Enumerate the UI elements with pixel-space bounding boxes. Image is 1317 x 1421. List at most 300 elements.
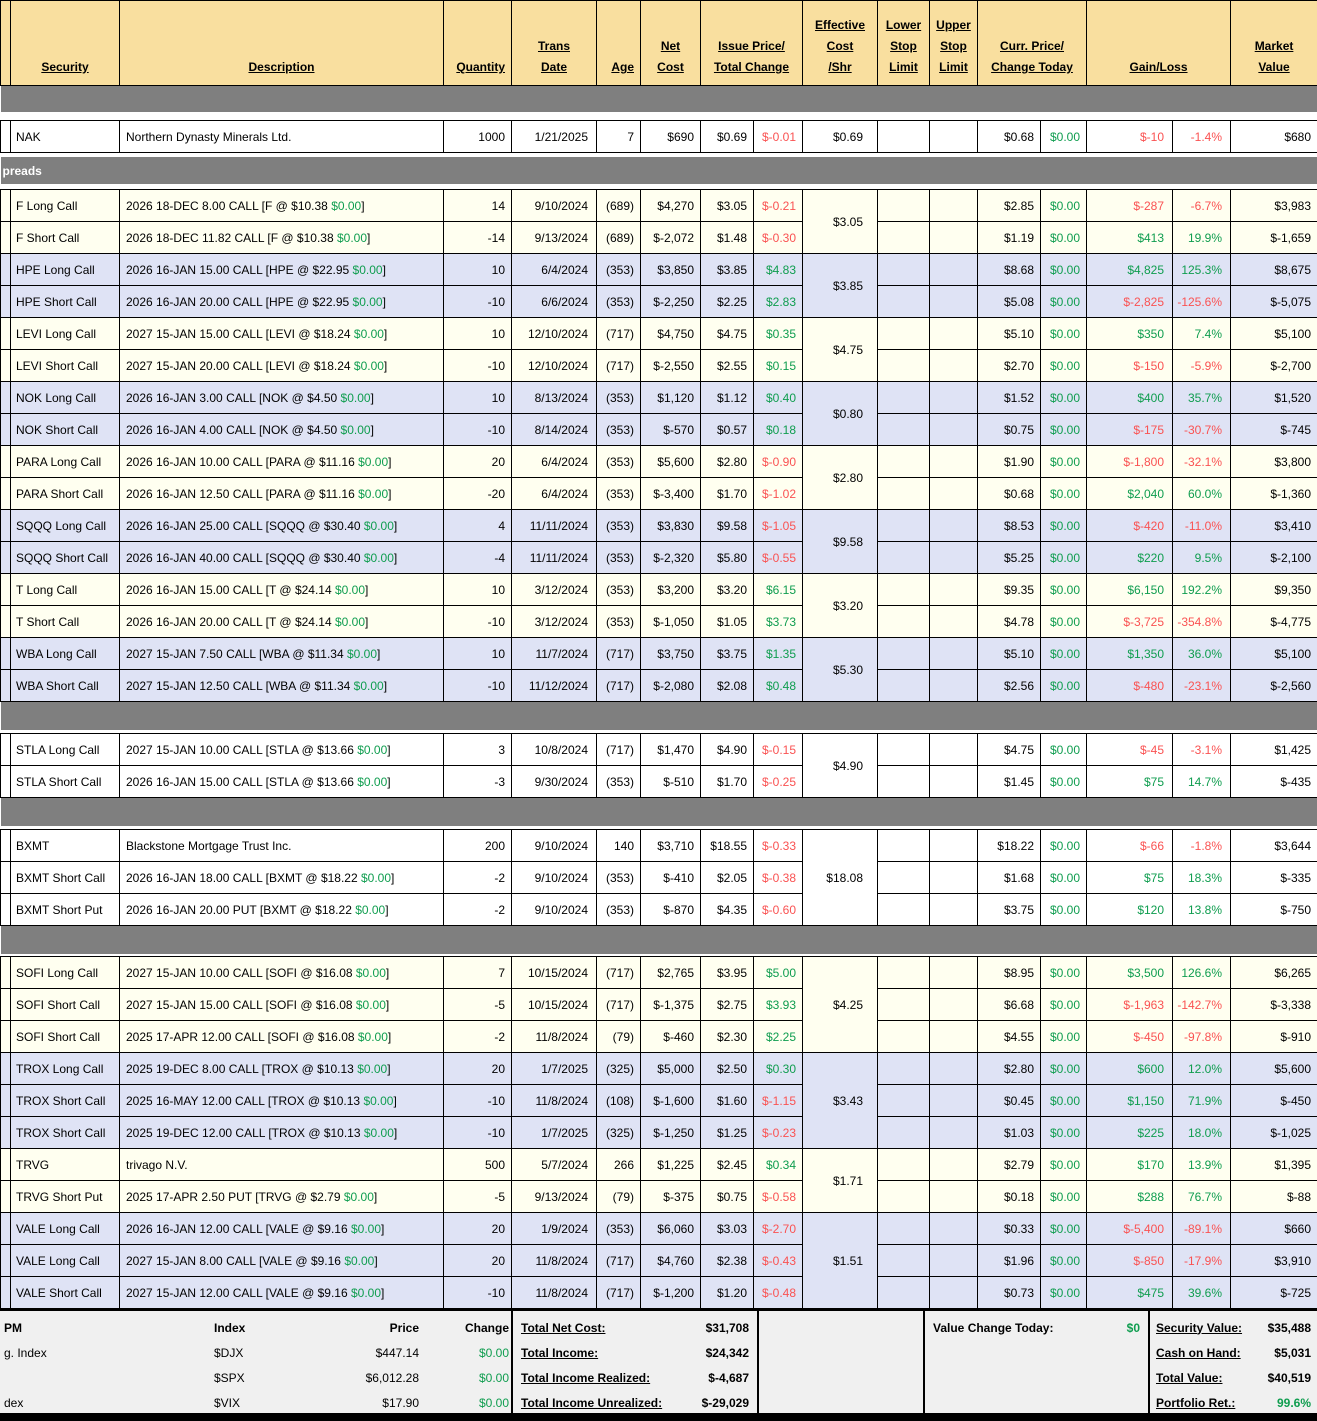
cell-gain-loss-pct[interactable]: -23.1%	[1173, 670, 1231, 702]
cell-upper-stop-limit[interactable]	[930, 121, 978, 153]
cell-quantity[interactable]: -10	[444, 606, 512, 638]
cell-gain-loss-pct[interactable]: 12.0%	[1173, 1053, 1231, 1085]
cell-market-value[interactable]: $-2,100	[1231, 542, 1317, 574]
cell-quantity[interactable]: 14	[444, 190, 512, 222]
cell-lower-stop-limit[interactable]	[878, 1245, 930, 1277]
cell-curr-price[interactable]: $5.10	[978, 318, 1041, 350]
cell-gain-loss[interactable]: $-1,800	[1087, 446, 1173, 478]
cell-lower-stop-limit[interactable]	[878, 670, 930, 702]
cell-lower-stop-limit[interactable]	[878, 286, 930, 318]
cell-effective-cost[interactable]: $18.08	[803, 830, 878, 926]
cell-trans-date[interactable]: 8/13/2024	[512, 382, 597, 414]
cell-issue-price[interactable]: $2.80	[701, 446, 754, 478]
cell-gain-loss[interactable]: $220	[1087, 542, 1173, 574]
cell-change-today[interactable]: $0.00	[1041, 478, 1087, 510]
cell-effective-cost[interactable]: $3.05	[803, 190, 878, 254]
cell-gain-loss[interactable]: $-10	[1087, 121, 1173, 153]
cell-security[interactable]: VALE Long Call	[11, 1245, 120, 1277]
cell-security[interactable]: VALE Long Call	[11, 1213, 120, 1245]
cell-lower-stop-limit[interactable]	[878, 606, 930, 638]
cell-gain-loss[interactable]: $288	[1087, 1181, 1173, 1213]
cell-issue-price[interactable]: $1.70	[701, 478, 754, 510]
cell-gain-loss[interactable]: $-2,825	[1087, 286, 1173, 318]
cell-issue-price[interactable]: $2.05	[701, 862, 754, 894]
cell-market-value[interactable]: $3,800	[1231, 446, 1317, 478]
cell-upper-stop-limit[interactable]	[930, 830, 978, 862]
col-lower-stop-limit[interactable]: Lower Stop Limit	[878, 1, 930, 86]
cell-issue-price[interactable]: $3.85	[701, 254, 754, 286]
cell-gain-loss-pct[interactable]: 39.6%	[1173, 1277, 1231, 1309]
cell-curr-price[interactable]: $0.33	[978, 1213, 1041, 1245]
cell-total-change[interactable]: $-0.33	[754, 830, 803, 862]
cell-curr-price[interactable]: $1.68	[978, 862, 1041, 894]
cell-upper-stop-limit[interactable]	[930, 478, 978, 510]
cell-change-today[interactable]: $0.00	[1041, 606, 1087, 638]
cell-trans-date[interactable]: 10/8/2024	[512, 734, 597, 766]
cell-total-change[interactable]: $0.18	[754, 414, 803, 446]
row-margin-cell[interactable]	[1, 894, 11, 926]
cell-lower-stop-limit[interactable]	[878, 478, 930, 510]
cell-security[interactable]: TROX Short Call	[11, 1117, 120, 1149]
cell-total-change[interactable]: $-1.05	[754, 510, 803, 542]
cell-gain-loss[interactable]: $-5,400	[1087, 1213, 1173, 1245]
cell-quantity[interactable]: -3	[444, 766, 512, 798]
cell-effective-cost[interactable]: $1.51	[803, 1213, 878, 1309]
cell-total-change[interactable]: $3.73	[754, 606, 803, 638]
cell-issue-price[interactable]: $3.05	[701, 190, 754, 222]
cell-trans-date[interactable]: 10/15/2024	[512, 957, 597, 989]
cell-issue-price[interactable]: $2.30	[701, 1021, 754, 1053]
cell-gain-loss[interactable]: $-850	[1087, 1245, 1173, 1277]
cell-description[interactable]	[120, 1149, 444, 1181]
cell-total-change[interactable]: $3.93	[754, 989, 803, 1021]
cell-market-value[interactable]: $-1,659	[1231, 222, 1317, 254]
cell-net-cost[interactable]: $690	[641, 121, 701, 153]
cell-trans-date[interactable]: 11/8/2024	[512, 1245, 597, 1277]
cell-gain-loss-pct[interactable]: -32.1%	[1173, 446, 1231, 478]
cell-security[interactable]: T Short Call	[11, 606, 120, 638]
cell-change-today[interactable]: $0.00	[1041, 957, 1087, 989]
cell-lower-stop-limit[interactable]	[878, 1181, 930, 1213]
cell-gain-loss[interactable]: $75	[1087, 766, 1173, 798]
cell-quantity[interactable]: -10	[444, 670, 512, 702]
cell-lower-stop-limit[interactable]	[878, 894, 930, 926]
cell-gain-loss-pct[interactable]: 9.5%	[1173, 542, 1231, 574]
cell-market-value[interactable]: $-3,338	[1231, 989, 1317, 1021]
cell-quantity[interactable]: -10	[444, 414, 512, 446]
row-margin-cell[interactable]	[1, 1181, 11, 1213]
cell-effective-cost[interactable]: $9.58	[803, 510, 878, 574]
col-effective-cost[interactable]: Effective Cost /Shr	[803, 1, 878, 86]
cell-gain-loss-pct[interactable]: -1.8%	[1173, 830, 1231, 862]
cell-issue-price[interactable]: $0.57	[701, 414, 754, 446]
cell-age[interactable]: (717)	[597, 1277, 641, 1309]
cell-trans-date[interactable]: 11/8/2024	[512, 1085, 597, 1117]
cell-curr-price[interactable]: $0.18	[978, 1181, 1041, 1213]
cell-upper-stop-limit[interactable]	[930, 989, 978, 1021]
cell-total-change[interactable]: $-0.15	[754, 734, 803, 766]
cell-market-value[interactable]: $3,910	[1231, 1245, 1317, 1277]
cell-lower-stop-limit[interactable]	[878, 766, 930, 798]
cell-total-change[interactable]: $0.34	[754, 1149, 803, 1181]
cell-effective-cost[interactable]: $0.69	[803, 121, 878, 153]
cell-upper-stop-limit[interactable]	[930, 1021, 978, 1053]
cell-market-value[interactable]: $1,520	[1231, 382, 1317, 414]
cell-curr-price[interactable]: $1.03	[978, 1117, 1041, 1149]
cell-effective-cost[interactable]: $3.85	[803, 254, 878, 318]
cell-quantity[interactable]: -10	[444, 286, 512, 318]
cell-total-change[interactable]: $-0.25	[754, 766, 803, 798]
cell-market-value[interactable]: $-335	[1231, 862, 1317, 894]
cell-total-change[interactable]: $0.15	[754, 350, 803, 382]
cell-quantity[interactable]: -5	[444, 989, 512, 1021]
cell-gain-loss[interactable]: $-45	[1087, 734, 1173, 766]
cell-lower-stop-limit[interactable]	[878, 318, 930, 350]
cell-upper-stop-limit[interactable]	[930, 957, 978, 989]
cell-issue-price[interactable]: $2.55	[701, 350, 754, 382]
cell-net-cost[interactable]: $3,750	[641, 638, 701, 670]
cell-age[interactable]: (353)	[597, 446, 641, 478]
cell-age[interactable]: (353)	[597, 542, 641, 574]
cell-net-cost[interactable]: $-2,080	[641, 670, 701, 702]
cell-market-value[interactable]: $9,350	[1231, 574, 1317, 606]
cell-quantity[interactable]: 20	[444, 1053, 512, 1085]
cell-security[interactable]: WBA Short Call	[11, 670, 120, 702]
cell-age[interactable]: (353)	[597, 606, 641, 638]
cell-quantity[interactable]: -10	[444, 1085, 512, 1117]
cell-market-value[interactable]: $-725	[1231, 1277, 1317, 1309]
cell-curr-price[interactable]: $1.90	[978, 446, 1041, 478]
cell-change-today[interactable]: $0.00	[1041, 734, 1087, 766]
row-margin-cell[interactable]	[1, 382, 11, 414]
cell-issue-price[interactable]: $9.58	[701, 510, 754, 542]
cell-trans-date[interactable]: 6/4/2024	[512, 446, 597, 478]
cell-security[interactable]: SQQQ Short Call	[11, 542, 120, 574]
cell-curr-price[interactable]: $4.78	[978, 606, 1041, 638]
cell-security[interactable]: NOK Short Call	[11, 414, 120, 446]
cell-gain-loss[interactable]: $-420	[1087, 510, 1173, 542]
cell-age[interactable]: 266	[597, 1149, 641, 1181]
cell-net-cost[interactable]: $6,060	[641, 1213, 701, 1245]
col-description[interactable]	[120, 1, 444, 86]
cell-change-today[interactable]: $0.00	[1041, 510, 1087, 542]
cell-total-change[interactable]: $-0.01	[754, 121, 803, 153]
cell-curr-price[interactable]: $0.73	[978, 1277, 1041, 1309]
row-margin-cell[interactable]	[1, 1053, 11, 1085]
cell-gain-loss-pct[interactable]: -142.7%	[1173, 989, 1231, 1021]
cell-gain-loss-pct[interactable]: 76.7%	[1173, 1181, 1231, 1213]
cell-lower-stop-limit[interactable]	[878, 510, 930, 542]
cell-age[interactable]: (108)	[597, 1085, 641, 1117]
cell-age[interactable]: (689)	[597, 222, 641, 254]
cell-upper-stop-limit[interactable]	[930, 1213, 978, 1245]
cell-gain-loss-pct[interactable]: 71.9%	[1173, 1085, 1231, 1117]
cell-security[interactable]: PARA Short Call	[11, 478, 120, 510]
cell-change-today[interactable]: $0.00	[1041, 670, 1087, 702]
cell-security[interactable]: STLA Long Call	[11, 734, 120, 766]
row-margin-cell[interactable]	[1, 989, 11, 1021]
row-margin-cell[interactable]	[1, 574, 11, 606]
cell-issue-price[interactable]: $4.90	[701, 734, 754, 766]
cell-gain-loss[interactable]: $1,150	[1087, 1085, 1173, 1117]
cell-lower-stop-limit[interactable]	[878, 446, 930, 478]
cell-trans-date[interactable]: 1/9/2024	[512, 1213, 597, 1245]
cell-lower-stop-limit[interactable]	[878, 1277, 930, 1309]
cell-upper-stop-limit[interactable]	[930, 510, 978, 542]
cell-total-change[interactable]: $-0.23	[754, 1117, 803, 1149]
cell-description[interactable]	[120, 190, 444, 222]
cell-total-change[interactable]: $-0.60	[754, 894, 803, 926]
cell-upper-stop-limit[interactable]	[930, 1085, 978, 1117]
cell-change-today[interactable]: $0.00	[1041, 318, 1087, 350]
cell-gain-loss[interactable]: $75	[1087, 862, 1173, 894]
cell-change-today[interactable]: $0.00	[1041, 121, 1087, 153]
cell-upper-stop-limit[interactable]	[930, 1053, 978, 1085]
cell-quantity[interactable]: 20	[444, 1245, 512, 1277]
cell-change-today[interactable]: $0.00	[1041, 766, 1087, 798]
cell-net-cost[interactable]: $3,200	[641, 574, 701, 606]
cell-total-change[interactable]: $-0.30	[754, 222, 803, 254]
cell-issue-price[interactable]: $1.48	[701, 222, 754, 254]
cell-age[interactable]: (353)	[597, 574, 641, 606]
col-market-value[interactable]: Market Value	[1231, 1, 1317, 86]
cell-issue-price[interactable]: $3.95	[701, 957, 754, 989]
row-margin-cell[interactable]	[1, 862, 11, 894]
cell-curr-price[interactable]: $1.96	[978, 1245, 1041, 1277]
cell-description[interactable]	[120, 350, 444, 382]
cell-trans-date[interactable]: 10/15/2024	[512, 989, 597, 1021]
cell-upper-stop-limit[interactable]	[930, 414, 978, 446]
cell-market-value[interactable]: $1,395	[1231, 1149, 1317, 1181]
cell-gain-loss-pct[interactable]: -3.1%	[1173, 734, 1231, 766]
cell-issue-price[interactable]: $0.69	[701, 121, 754, 153]
cell-gain-loss[interactable]: $-150	[1087, 350, 1173, 382]
col-quantity[interactable]	[444, 1, 512, 86]
cell-security[interactable]: NAK	[11, 121, 120, 153]
cell-total-change[interactable]: $-0.38	[754, 862, 803, 894]
cell-total-change[interactable]: $0.40	[754, 382, 803, 414]
cell-gain-loss-pct[interactable]: -11.0%	[1173, 510, 1231, 542]
cell-gain-loss-pct[interactable]: 18.0%	[1173, 1117, 1231, 1149]
cell-quantity[interactable]: 200	[444, 830, 512, 862]
cell-lower-stop-limit[interactable]	[878, 190, 930, 222]
cell-market-value[interactable]: $5,100	[1231, 638, 1317, 670]
cell-total-change[interactable]: $0.48	[754, 670, 803, 702]
cell-age[interactable]: (353)	[597, 1213, 641, 1245]
cell-age[interactable]: (717)	[597, 1245, 641, 1277]
cell-net-cost[interactable]: $-1,600	[641, 1085, 701, 1117]
cell-security[interactable]: SOFI Short Call	[11, 989, 120, 1021]
cell-curr-price[interactable]: $4.75	[978, 734, 1041, 766]
cell-net-cost[interactable]: $3,850	[641, 254, 701, 286]
cell-upper-stop-limit[interactable]	[930, 286, 978, 318]
row-margin-cell[interactable]	[1, 222, 11, 254]
cell-net-cost[interactable]: $-2,550	[641, 350, 701, 382]
cell-quantity[interactable]: -2	[444, 894, 512, 926]
cell-gain-loss-pct[interactable]: -1.4%	[1173, 121, 1231, 153]
cell-upper-stop-limit[interactable]	[930, 382, 978, 414]
cell-security[interactable]: HPE Long Call	[11, 254, 120, 286]
cell-trans-date[interactable]: 9/10/2024	[512, 830, 597, 862]
cell-lower-stop-limit[interactable]	[878, 121, 930, 153]
cell-description[interactable]	[120, 478, 444, 510]
cell-gain-loss[interactable]: $-287	[1087, 190, 1173, 222]
row-margin-cell[interactable]	[1, 542, 11, 574]
cell-change-today[interactable]: $0.00	[1041, 894, 1087, 926]
cell-change-today[interactable]: $0.00	[1041, 350, 1087, 382]
cell-lower-stop-limit[interactable]	[878, 1149, 930, 1181]
cell-effective-cost[interactable]: $4.75	[803, 318, 878, 382]
cell-trans-date[interactable]: 9/30/2024	[512, 766, 597, 798]
row-margin-cell[interactable]	[1, 734, 11, 766]
col-curr-price-change-today[interactable]: Curr. Price/ Change Today	[978, 1, 1087, 86]
col-upper-stop-limit[interactable]: Upper Stop Limit	[930, 1, 978, 86]
row-margin-cell[interactable]	[1, 606, 11, 638]
cell-issue-price[interactable]: $1.60	[701, 1085, 754, 1117]
cell-lower-stop-limit[interactable]	[878, 989, 930, 1021]
cell-change-today[interactable]: $0.00	[1041, 190, 1087, 222]
cell-age[interactable]: 7	[597, 121, 641, 153]
cell-total-change[interactable]: $-0.21	[754, 190, 803, 222]
cell-net-cost[interactable]: $4,270	[641, 190, 701, 222]
cell-curr-price[interactable]: $5.08	[978, 286, 1041, 318]
cell-gain-loss-pct[interactable]: -89.1%	[1173, 1213, 1231, 1245]
cell-net-cost[interactable]: $-375	[641, 1181, 701, 1213]
cell-description[interactable]	[120, 254, 444, 286]
cell-net-cost[interactable]: $-2,250	[641, 286, 701, 318]
row-margin-cell[interactable]	[1, 254, 11, 286]
cell-effective-cost[interactable]: $4.90	[803, 734, 878, 798]
cell-total-change[interactable]: $-1.15	[754, 1085, 803, 1117]
cell-trans-date[interactable]: 3/12/2024	[512, 574, 597, 606]
cell-quantity[interactable]: 7	[444, 957, 512, 989]
cell-trans-date[interactable]: 3/12/2024	[512, 606, 597, 638]
cell-description[interactable]	[120, 1213, 444, 1245]
cell-upper-stop-limit[interactable]	[930, 894, 978, 926]
cell-curr-price[interactable]: $2.85	[978, 190, 1041, 222]
cell-age[interactable]: (717)	[597, 638, 641, 670]
cell-description[interactable]	[120, 1053, 444, 1085]
cell-effective-cost[interactable]: $4.25	[803, 957, 878, 1053]
cell-net-cost[interactable]: $-1,375	[641, 989, 701, 1021]
cell-market-value[interactable]: $-2,700	[1231, 350, 1317, 382]
cell-issue-price[interactable]: $0.75	[701, 1181, 754, 1213]
cell-total-change[interactable]: $-0.90	[754, 446, 803, 478]
cell-gain-loss[interactable]: $-175	[1087, 414, 1173, 446]
cell-market-value[interactable]: $-1,360	[1231, 478, 1317, 510]
cell-description[interactable]	[120, 638, 444, 670]
cell-security[interactable]: WBA Long Call	[11, 638, 120, 670]
cell-description[interactable]	[120, 121, 444, 153]
cell-security[interactable]: SOFI Short Call	[11, 1021, 120, 1053]
cell-gain-loss-pct[interactable]: -125.6%	[1173, 286, 1231, 318]
cell-description[interactable]	[120, 830, 444, 862]
cell-issue-price[interactable]: $2.75	[701, 989, 754, 1021]
cell-effective-cost[interactable]: $5.30	[803, 638, 878, 702]
cell-description[interactable]	[120, 222, 444, 254]
row-margin-cell[interactable]	[1, 286, 11, 318]
cell-upper-stop-limit[interactable]	[930, 1277, 978, 1309]
cell-curr-price[interactable]: $2.56	[978, 670, 1041, 702]
cell-total-change[interactable]: $-0.55	[754, 542, 803, 574]
row-margin-cell[interactable]	[1, 1149, 11, 1181]
cell-market-value[interactable]: $-745	[1231, 414, 1317, 446]
cell-trans-date[interactable]: 1/7/2025	[512, 1117, 597, 1149]
cell-quantity[interactable]: -10	[444, 350, 512, 382]
cell-lower-stop-limit[interactable]	[878, 1085, 930, 1117]
cell-market-value[interactable]: $-450	[1231, 1085, 1317, 1117]
row-margin-cell[interactable]	[1, 1021, 11, 1053]
cell-upper-stop-limit[interactable]	[930, 190, 978, 222]
cell-change-today[interactable]: $0.00	[1041, 382, 1087, 414]
cell-security[interactable]: F Short Call	[11, 222, 120, 254]
cell-trans-date[interactable]: 1/7/2025	[512, 1053, 597, 1085]
cell-market-value[interactable]: $5,100	[1231, 318, 1317, 350]
cell-total-change[interactable]: $0.30	[754, 1053, 803, 1085]
cell-lower-stop-limit[interactable]	[878, 862, 930, 894]
cell-change-today[interactable]: $0.00	[1041, 1021, 1087, 1053]
cell-gain-loss-pct[interactable]: -17.9%	[1173, 1245, 1231, 1277]
cell-issue-price[interactable]: $3.75	[701, 638, 754, 670]
cell-gain-loss-pct[interactable]: 192.2%	[1173, 574, 1231, 606]
cell-market-value[interactable]: $5,600	[1231, 1053, 1317, 1085]
col-issue-price-total-change[interactable]: Issue Price/ Total Change	[701, 1, 803, 86]
cell-market-value[interactable]: $-2,560	[1231, 670, 1317, 702]
cell-effective-cost[interactable]: $2.80	[803, 446, 878, 510]
cell-description[interactable]	[120, 1245, 444, 1277]
cell-curr-price[interactable]: $18.22	[978, 830, 1041, 862]
cell-gain-loss[interactable]: $600	[1087, 1053, 1173, 1085]
row-margin-cell[interactable]	[1, 957, 11, 989]
cell-description[interactable]	[120, 446, 444, 478]
cell-security[interactable]: TROX Long Call	[11, 1053, 120, 1085]
cell-gain-loss[interactable]: $400	[1087, 382, 1173, 414]
row-margin-cell[interactable]	[1, 1245, 11, 1277]
cell-age[interactable]: (717)	[597, 734, 641, 766]
cell-gain-loss-pct[interactable]: -6.7%	[1173, 190, 1231, 222]
cell-curr-price[interactable]: $0.45	[978, 1085, 1041, 1117]
cell-gain-loss-pct[interactable]: 125.3%	[1173, 254, 1231, 286]
cell-security[interactable]: BXMT	[11, 830, 120, 862]
cell-trans-date[interactable]: 6/4/2024	[512, 478, 597, 510]
row-margin-cell[interactable]	[1, 1213, 11, 1245]
cell-net-cost[interactable]: $5,000	[641, 1053, 701, 1085]
cell-security[interactable]: PARA Long Call	[11, 446, 120, 478]
cell-trans-date[interactable]: 11/12/2024	[512, 670, 597, 702]
cell-quantity[interactable]: -10	[444, 1277, 512, 1309]
cell-lower-stop-limit[interactable]	[878, 542, 930, 574]
cell-curr-price[interactable]: $5.25	[978, 542, 1041, 574]
cell-quantity[interactable]: 4	[444, 510, 512, 542]
row-margin-cell[interactable]	[1, 1277, 11, 1309]
cell-quantity[interactable]: 20	[444, 1213, 512, 1245]
cell-security[interactable]: SOFI Long Call	[11, 957, 120, 989]
cell-lower-stop-limit[interactable]	[878, 1213, 930, 1245]
cell-upper-stop-limit[interactable]	[930, 766, 978, 798]
cell-curr-price[interactable]: $8.53	[978, 510, 1041, 542]
cell-description[interactable]	[120, 574, 444, 606]
cell-lower-stop-limit[interactable]	[878, 1021, 930, 1053]
cell-security[interactable]: T Long Call	[11, 574, 120, 606]
cell-curr-price[interactable]: $8.95	[978, 957, 1041, 989]
cell-quantity[interactable]: 10	[444, 574, 512, 606]
cell-change-today[interactable]: $0.00	[1041, 222, 1087, 254]
cell-quantity[interactable]: -4	[444, 542, 512, 574]
cell-gain-loss-pct[interactable]: -5.9%	[1173, 350, 1231, 382]
cell-change-today[interactable]: $0.00	[1041, 862, 1087, 894]
cell-security[interactable]: LEVI Short Call	[11, 350, 120, 382]
cell-security[interactable]: BXMT Short Call	[11, 862, 120, 894]
